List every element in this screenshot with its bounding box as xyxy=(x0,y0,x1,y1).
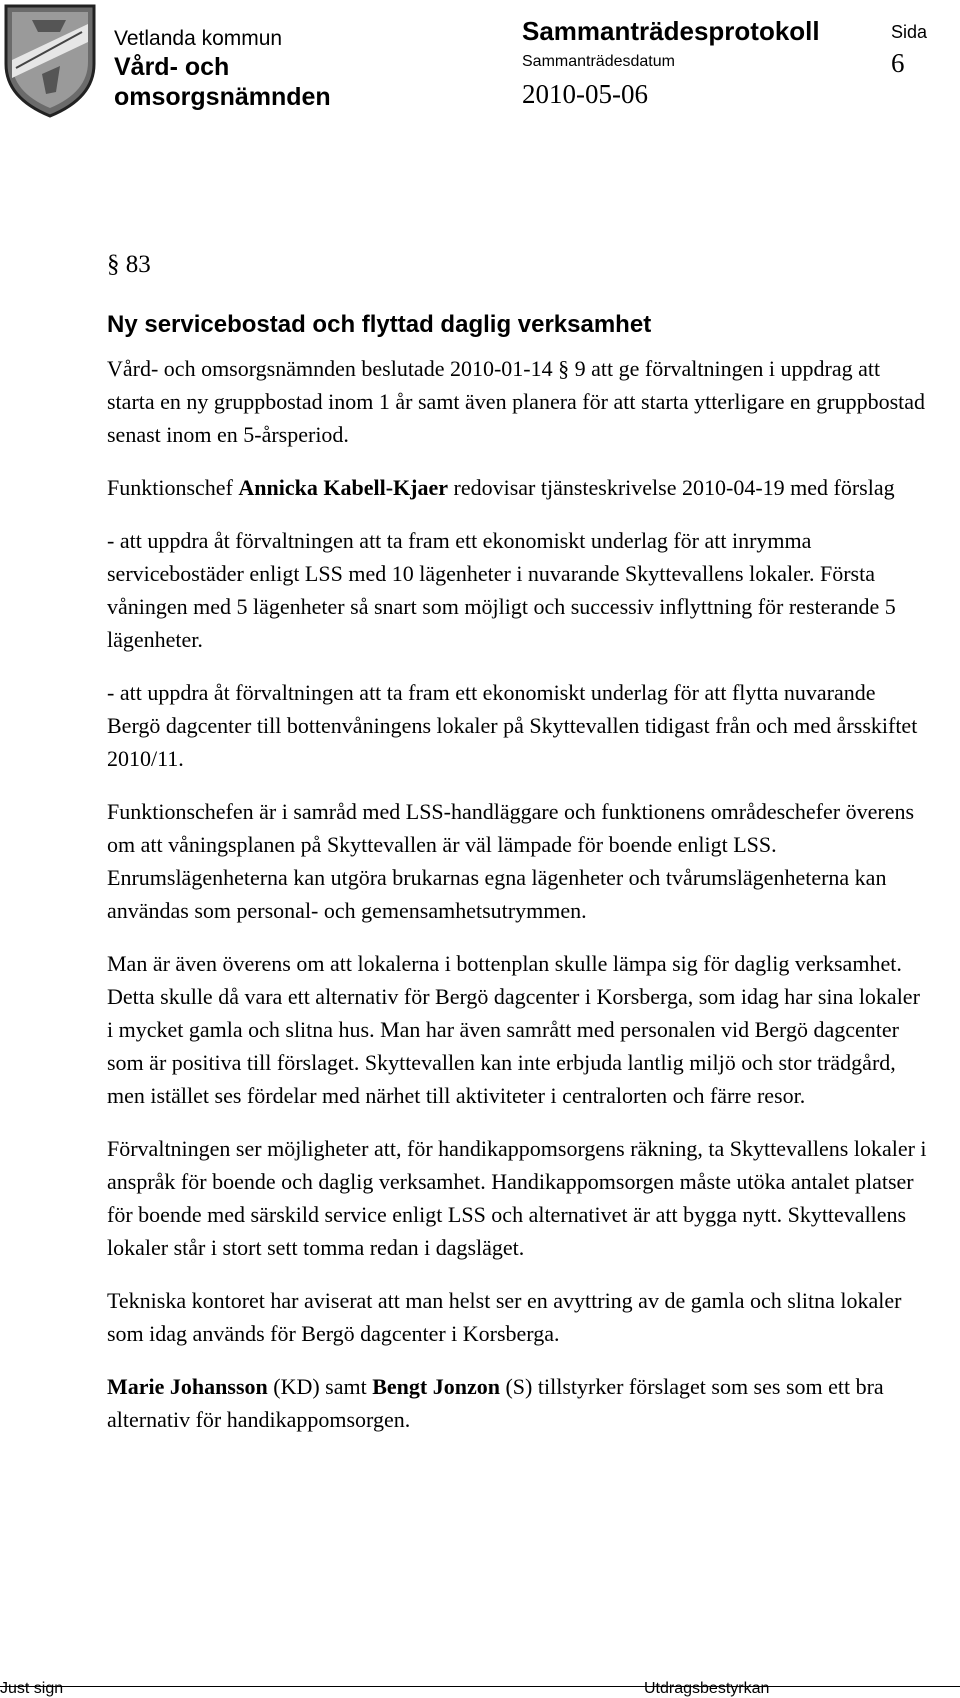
person-name: Bengt Jonzon xyxy=(372,1374,500,1399)
page-number: 6 xyxy=(891,48,905,78)
paragraph-technical-office: Tekniska kontoret har aviserat att man helst ser en avyttring av de gamla och slitna lokaler som idag används för Bergö dagcenter i Korsberga. xyxy=(107,1288,902,1346)
paragraph-proposal-2: - att uppdra åt förvaltningen att ta fram ett ekonomiskt underlag för att flytta nuvarande Bergö dagcenter till bottenvåningens lokaler på Skyttevallen tidigast från och med årsskiftet 2010/11. xyxy=(107,680,918,771)
paragraph-daily-activity: Man är även överens om att lokalerna i bottenplan skulle lämpa sig för daglig verksamhet. Detta skulle då vara ett alternativ för Bergö dagcenter i Korsberga, som idag har sina lokaler i mycket gamla och slitna hus. Man har även samrått med personalen vid Bergö dagcenter som är positiva till förslaget. Skyttevallen kan inte erbjuda lantlig miljö och stor trädgård, men istället ses fördelar med närhet till aktiviteter i centralorten och färre resor. xyxy=(107,951,920,1108)
paragraph-assessment: Funktionschefen är i samråd med LSS-handläggare och funktionens områdeschefer överens om att våningsplanen på Skyttevallen är väl lämpade för boende enligt LSS. Enrumslägenheterna kan utgöra brukarnas egna lägenheter och tvårumslägenheterna kan användas som personal- och gemensamhetsutrymmen. xyxy=(107,799,915,923)
municipal-crest-icon xyxy=(2,2,98,120)
section-number: § 83 xyxy=(107,251,151,278)
committee-name-line-2: omsorgsnämnden xyxy=(114,83,331,111)
person-name: Annicka Kabell-Kjaer xyxy=(238,475,448,500)
paragraph-administration: Förvaltningen ser möjligheter att, för handikappomsorgens räkning, ta Skyttevallens lokaler i anspråk för boende och daglig verksamhet. Handikappomsorgen måste utöka antalet platser för boende med särskild service enligt LSS och alternativet är att bygga nytt. Skyttevallens lokaler står i stort sett tomma redan i dagsläget. xyxy=(107,1136,927,1260)
footer-certification-label: Utdragsbestyrkan xyxy=(644,1680,770,1697)
meeting-date: 2010-05-06 xyxy=(522,79,648,109)
paragraph-background: Vård- och omsorgsnämnden beslutade 2010-01-14 § 9 att ge förvaltningen i uppdrag att starta en ny gruppbostad inom 1 år samt även planera för att starta ytterligare en gruppbostad senast inom en 5-årsperiod. xyxy=(107,356,926,447)
person-name: Marie Johansson xyxy=(107,1374,268,1399)
committee-name-line-1: Vård- och xyxy=(114,53,230,81)
footer-divider xyxy=(0,1686,960,1687)
page-label: Sida xyxy=(891,22,928,42)
section-heading: Ny servicebostad och flyttad daglig verksamhet xyxy=(107,311,652,338)
meeting-date-label: Sammanträdesdatum xyxy=(522,53,675,70)
protocol-body xyxy=(107,250,927,1456)
municipality-name: Vetlanda kommun xyxy=(114,27,283,50)
footer-signature-label: Just sign xyxy=(0,1680,64,1697)
document-title: Sammanträdesprotokoll xyxy=(522,16,820,46)
paragraph-proposal-intro: Funktionschef Annicka Kabell-Kjaer redovisar tjänsteskrivelse 2010-04-19 med förslag xyxy=(107,475,895,500)
paragraph-proposal-1: - att uppdra åt förvaltningen att ta fram ett ekonomiskt underlag för att inrymma servicebostäder enligt LSS med 10 lägenheter i nuvarande Skyttevallens lokaler. Första våningen med 5 lägenheter så snart som möjligt och successiv inflyttning för resterande 5 lägenheter. xyxy=(107,528,896,652)
paragraph-endorsement: Marie Johansson (KD) samt Bengt Jonzon (S) tillstyrker förslaget som ses som ett bra alternativ för handikappomsorgen. xyxy=(107,1374,884,1432)
